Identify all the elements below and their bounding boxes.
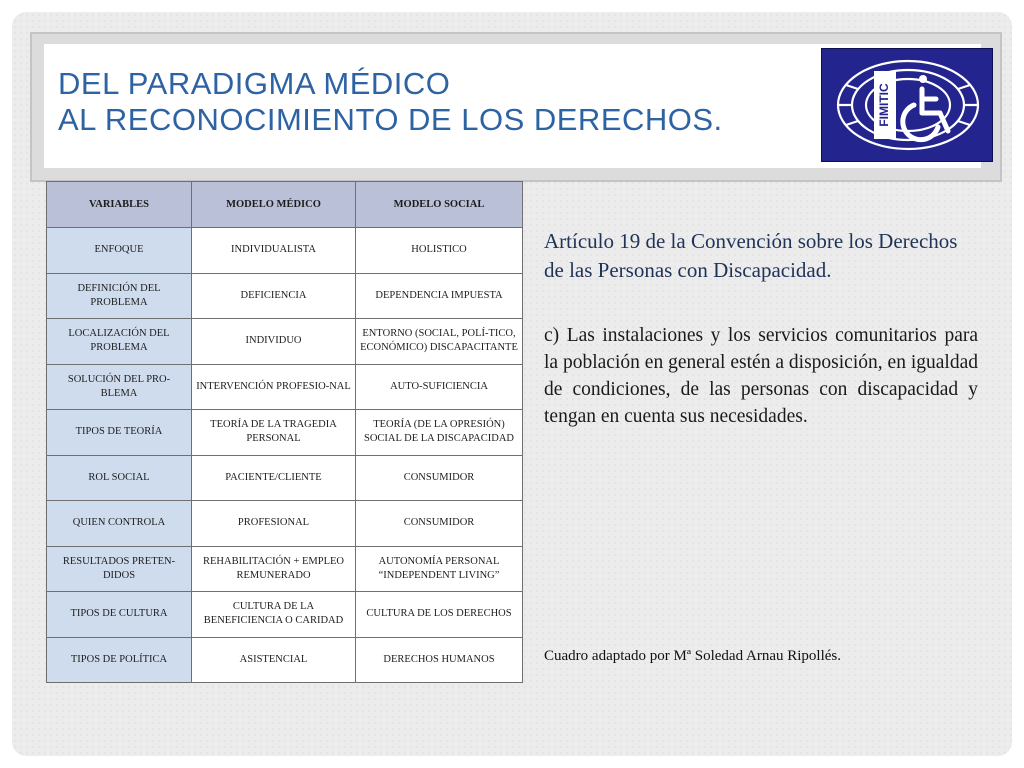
variable-cell: DEFINICIÓN DEL PROBLEMA (47, 273, 192, 319)
modelo-medico-cell: ASISTENCIAL (192, 637, 356, 683)
variable-cell: TIPOS DE TEORÍA (47, 410, 192, 456)
logo-graphic (822, 49, 992, 161)
modelo-social-cell: HOLISTICO (356, 228, 523, 274)
modelo-medico-cell: TEORÍA DE LA TRAGEDIA PERSONAL (192, 410, 356, 456)
title-box (44, 44, 981, 168)
variable-cell: TIPOS DE POLÍTICA (47, 637, 192, 683)
table-row (47, 637, 523, 683)
modelo-social-cell: DERECHOS HUMANOS (356, 637, 523, 683)
modelo-social-cell: TEORÍA (DE LA OPRESIÓN) SOCIAL DE LA DISCAPACIDAD (356, 410, 523, 456)
modelo-medico-cell: INDIVIDUALISTA (192, 228, 356, 274)
table-row (47, 319, 523, 365)
modelo-medico-cell: INDIVIDUO (192, 319, 356, 365)
variable-cell: QUIEN CONTROLA (47, 501, 192, 547)
modelo-social-cell: CONSUMIDOR (356, 501, 523, 547)
table-row (47, 592, 523, 638)
modelo-medico-cell: INTERVENCIÓN PROFESIO-NAL (192, 364, 356, 410)
modelo-social-cell: AUTONOMÍA PERSONAL “INDEPENDENT LIVING” (356, 546, 523, 592)
header-variables: VARIABLES (47, 182, 192, 228)
modelo-social-cell: DEPENDENCIA IMPUESTA (356, 273, 523, 319)
header-modelo-medico: MODELO MÉDICO (192, 182, 356, 228)
modelo-social-cell: CONSUMIDOR (356, 455, 523, 501)
logo-text: FIMITIC (877, 83, 892, 127)
variable-cell: LOCALIZACIÓN DEL PROBLEMA (47, 319, 192, 365)
modelo-medico-cell: PROFESIONAL (192, 501, 356, 547)
variable-cell: SOLUCIÓN DEL PRO-BLEMA (47, 364, 192, 410)
header-modelo-social: MODELO SOCIAL (356, 182, 523, 228)
table-row (47, 410, 523, 456)
modelo-social-cell: CULTURA DE LOS DERECHOS (356, 592, 523, 638)
modelo-medico-cell: PACIENTE/CLIENTE (192, 455, 356, 501)
table-credit: Cuadro adaptado por Mª Soledad Arnau Ripollés. (544, 648, 842, 664)
modelo-medico-cell: REHABILITACIÓN + EMPLEO REMUNERADO (192, 546, 356, 592)
variable-cell: RESULTADOS PRETEN-DIDOS (47, 546, 192, 592)
title-band (30, 32, 1002, 182)
modelo-medico-cell: CULTURA DE LA BENEFICIENCIA O CARIDAD (192, 592, 356, 638)
article-body: c) Las instalaciones y los servicios comunitarios para la población en general estén a disposición, en igualdad de condiciones, de las personas con discapacidad y tengan en cuenta sus necesidades. (544, 325, 978, 427)
variable-cell: ENFOQUE (47, 228, 192, 274)
fimitic-logo (821, 48, 993, 162)
table-row (47, 455, 523, 501)
variable-cell: TIPOS DE CULTURA (47, 592, 192, 638)
comparison-table (46, 181, 523, 683)
table-row (47, 273, 523, 319)
table-row (47, 546, 523, 592)
table-row (47, 364, 523, 410)
slide-title-line-2: AL RECONOCIMIENTO DE LOS DERECHOS. (58, 102, 723, 137)
table-row (47, 228, 523, 274)
variable-cell: ROL SOCIAL (47, 455, 192, 501)
slide (12, 12, 1012, 756)
modelo-medico-cell: DEFICIENCIA (192, 273, 356, 319)
modelo-social-cell: AUTO-SUFICIENCIA (356, 364, 523, 410)
modelo-social-cell: ENTORNO (SOCIAL, POLÍ-TICO, ECONÓMICO) DISCAPACITANTE (356, 319, 523, 365)
table-row (47, 501, 523, 547)
article-title: Artículo 19 de la Convención sobre los Derechos de las Personas con Discapacidad. (544, 229, 958, 282)
slide-title-line-1: DEL PARADIGMA MÉDICO (58, 66, 451, 101)
table-header-row (47, 182, 523, 228)
